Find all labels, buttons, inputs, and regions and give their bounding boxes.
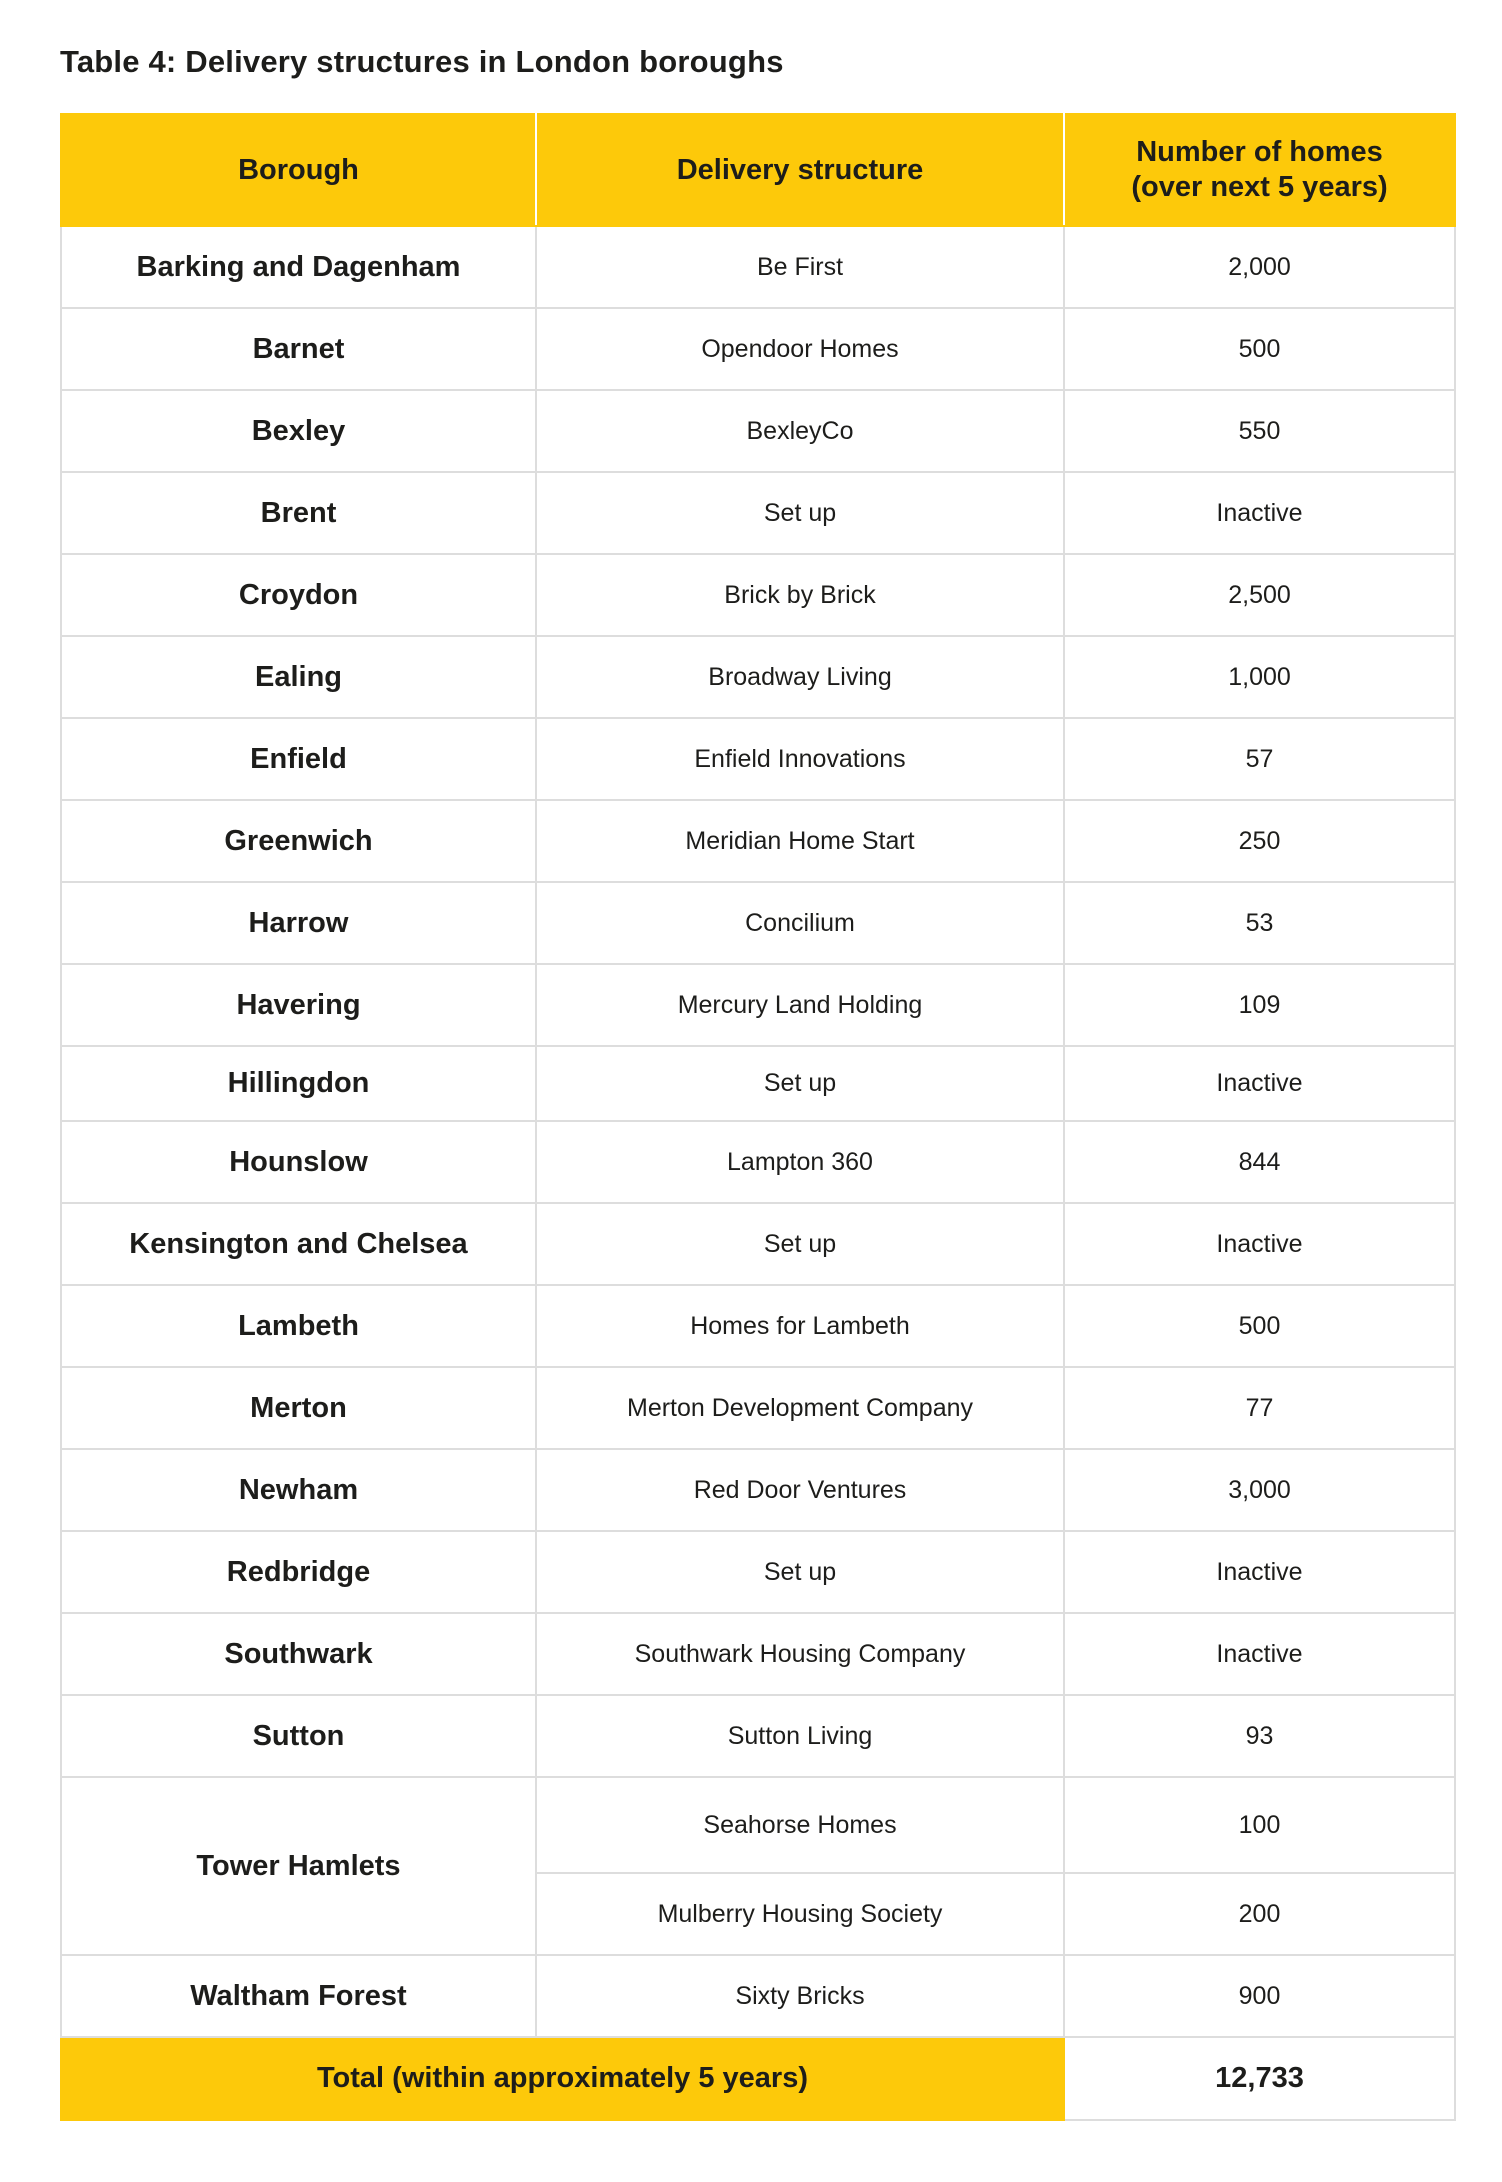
total-label: Total (within approximately 5 years) [61,2037,1064,2120]
structure-cell: Meridian Home Start [536,800,1064,882]
structure-cell: Seahorse Homes [536,1777,1064,1873]
total-value: 12,733 [1064,2037,1455,2120]
borough-cell: Merton [61,1367,536,1449]
table-row [61,554,1455,636]
borough-cell: Havering [61,964,536,1046]
table-row [61,1367,1455,1449]
structure-cell: BexleyCo [536,390,1064,472]
borough-cell: Hillingdon [61,1046,536,1121]
header-row [61,114,1455,226]
table-row [61,964,1455,1046]
homes-cell: 250 [1064,800,1455,882]
table-row [61,1613,1455,1695]
borough-cell: Newham [61,1449,536,1531]
table-row [61,718,1455,800]
borough-cell: Southwark [61,1613,536,1695]
homes-cell: 93 [1064,1695,1455,1777]
homes-cell: 109 [1064,964,1455,1046]
table-row [61,1285,1455,1367]
borough-cell: Sutton [61,1695,536,1777]
homes-cell: Inactive [1064,1046,1455,1121]
structure-cell: Set up [536,1203,1064,1285]
homes-cell: 550 [1064,390,1455,472]
homes-cell: Inactive [1064,1531,1455,1613]
structure-cell: Be First [536,226,1064,308]
homes-cell: Inactive [1064,1613,1455,1695]
structure-cell: Mercury Land Holding [536,964,1064,1046]
homes-cell: 53 [1064,882,1455,964]
table-row [61,226,1455,308]
homes-cell: 100 [1064,1777,1455,1873]
homes-cell: 57 [1064,718,1455,800]
structure-cell: Merton Development Company [536,1367,1064,1449]
table-row [61,1449,1455,1531]
borough-cell: Croydon [61,554,536,636]
header-number-of-homes [1064,114,1455,226]
borough-cell: Brent [61,472,536,554]
structure-cell: Set up [536,1046,1064,1121]
structure-cell: Opendoor Homes [536,308,1064,390]
structure-cell: Set up [536,1531,1064,1613]
structure-cell: Brick by Brick [536,554,1064,636]
delivery-structures-table [60,113,1456,2121]
borough-cell: Barnet [61,308,536,390]
table-row [61,1531,1455,1613]
table-row [61,1955,1455,2037]
table-row [61,1046,1455,1121]
table-row [61,1203,1455,1285]
structure-cell: Enfield Innovations [536,718,1064,800]
borough-cell: Kensington and Chelsea [61,1203,536,1285]
header-delivery-structure: Delivery structure [536,114,1064,226]
homes-cell: 500 [1064,308,1455,390]
header-homes-line1: Number of homes [1136,136,1383,168]
table-row [61,1121,1455,1203]
homes-cell: 500 [1064,1285,1455,1367]
header-borough: Borough [61,114,536,226]
structure-cell: Mulberry Housing Society [536,1873,1064,1955]
structure-cell: Set up [536,472,1064,554]
table-row [61,308,1455,390]
structure-cell: Red Door Ventures [536,1449,1064,1531]
borough-cell: Tower Hamlets [61,1777,536,1955]
table-row [61,390,1455,472]
structure-cell: Broadway Living [536,636,1064,718]
table-row [61,882,1455,964]
homes-cell: 200 [1064,1873,1455,1955]
structure-cell: Homes for Lambeth [536,1285,1064,1367]
structure-cell: Lampton 360 [536,1121,1064,1203]
table-title: Table 4: Delivery structures in London boroughs [60,44,784,79]
structure-cell: Concilium [536,882,1064,964]
table-row [61,800,1455,882]
structure-cell: Sutton Living [536,1695,1064,1777]
homes-cell: 3,000 [1064,1449,1455,1531]
borough-cell: Waltham Forest [61,1955,536,2037]
borough-cell: Ealing [61,636,536,718]
header-homes-line2: (over next 5 years) [1131,171,1388,203]
homes-cell: 844 [1064,1121,1455,1203]
borough-cell: Greenwich [61,800,536,882]
structure-cell: Sixty Bricks [536,1955,1064,2037]
table-row [61,472,1455,554]
table-row [61,636,1455,718]
borough-cell: Barking and Dagenham [61,226,536,308]
borough-cell: Hounslow [61,1121,536,1203]
homes-cell: 1,000 [1064,636,1455,718]
homes-cell: 2,500 [1064,554,1455,636]
total-row [61,2037,1455,2120]
table-row-tower-hamlets-1 [61,1777,1455,1873]
homes-cell: 2,000 [1064,226,1455,308]
borough-cell: Harrow [61,882,536,964]
borough-cell: Lambeth [61,1285,536,1367]
homes-cell: Inactive [1064,472,1455,554]
homes-cell: 900 [1064,1955,1455,2037]
borough-cell: Bexley [61,390,536,472]
homes-cell: 77 [1064,1367,1455,1449]
borough-cell: Redbridge [61,1531,536,1613]
homes-cell: Inactive [1064,1203,1455,1285]
borough-cell: Enfield [61,718,536,800]
table-row [61,1695,1455,1777]
structure-cell: Southwark Housing Company [536,1613,1064,1695]
